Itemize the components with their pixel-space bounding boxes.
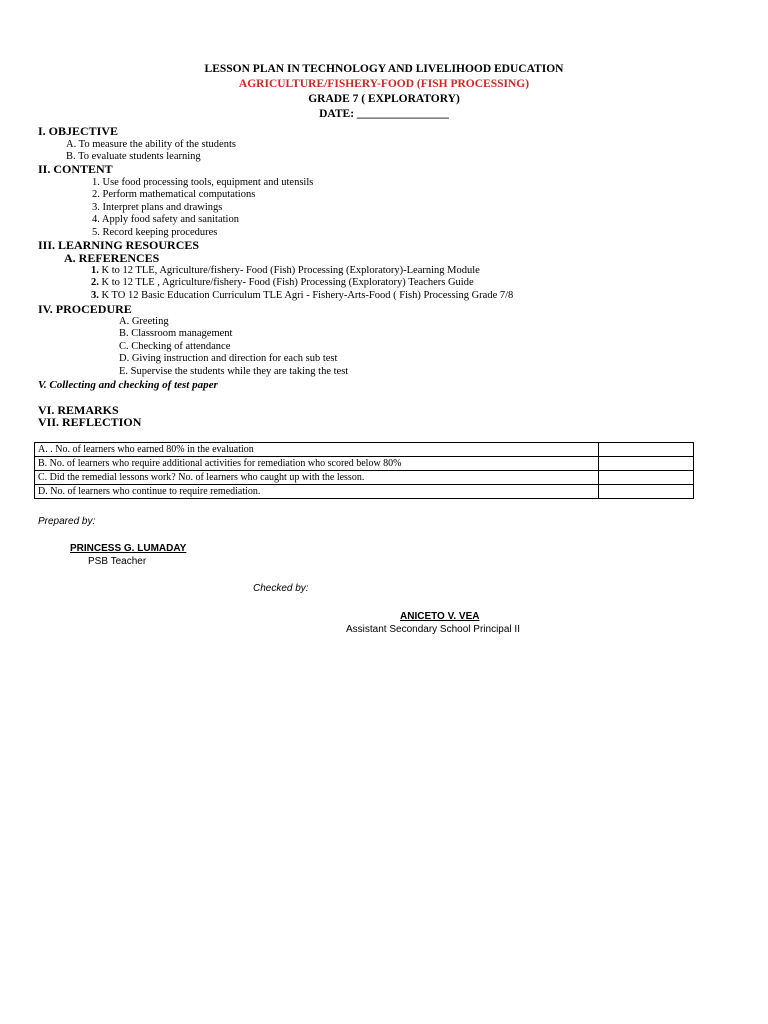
procedure-item: A. Greeting — [119, 316, 169, 327]
references-heading: A. REFERENCES — [64, 251, 160, 265]
content-item: 1. Use food processing tools, equipment and utensils — [92, 177, 314, 188]
reflection-question: C. Did the remedial lessons work? No. of learners who caught up with the lesson. — [35, 471, 599, 485]
reference-item — [91, 277, 474, 289]
reference-text: K to 12 TLE , Agriculture/fishery- Food (Fish) Processing (Exploratory) Teachers Guide — [98, 277, 474, 288]
reflection-table — [34, 442, 694, 499]
reference-text: K TO 12 Basic Education Curriculum TLE Agri - Fishery-Arts-Food ( Fish) Processing Grade 7/8 — [98, 290, 514, 301]
reflection-heading: VII. REFLECTION — [38, 415, 142, 429]
answer-cell[interactable] — [599, 443, 694, 457]
header — [0, 62, 768, 122]
checker-name: ANICETO V. VEA — [400, 611, 480, 622]
answer-cell[interactable] — [599, 471, 694, 485]
procedure-item: E. Supervise the students while they are taking the test — [119, 366, 349, 377]
preparer-name: PRINCESS G. LUMADAY — [70, 543, 187, 554]
answer-cell[interactable] — [599, 485, 694, 499]
resources-heading: III. LEARNING RESOURCES — [38, 238, 200, 252]
doc-subject: AGRICULTURE/FISHERY-FOOD (FISH PROCESSING) — [238, 78, 530, 90]
objective-heading: I. OBJECTIVE — [38, 124, 119, 138]
table-row — [35, 443, 694, 457]
reflection-question: D. No. of learners who continue to require remediation. — [35, 485, 599, 499]
content-item: 2. Perform mathematical computations — [92, 189, 256, 200]
content-item: 4. Apply food safety and sanitation — [92, 214, 239, 225]
preparer-title: PSB Teacher — [88, 556, 147, 567]
reference-number: 2. — [91, 277, 99, 288]
doc-grade: GRADE 7 ( EXPLORATORY) — [308, 93, 460, 105]
objective-item: A. To measure the ability of the students — [66, 139, 236, 150]
procedure-item: B. Classroom management — [119, 328, 233, 339]
procedure-item: D. Giving instruction and direction for each sub test — [119, 353, 338, 364]
remarks-heading: VI. REMARKS — [38, 403, 119, 417]
objective-item: B. To evaluate students learning — [66, 151, 201, 162]
checked-by-label: Checked by: — [253, 583, 309, 594]
content-heading: II. CONTENT — [38, 162, 113, 176]
table-row — [35, 457, 694, 471]
doc-date: DATE: ________________ — [319, 108, 449, 120]
procedure-heading: IV. PROCEDURE — [38, 302, 132, 316]
reference-item — [91, 265, 480, 277]
reference-number: 3. — [91, 290, 99, 301]
reference-number: 1. — [91, 265, 99, 276]
content-item: 3. Interpret plans and drawings — [92, 202, 223, 213]
answer-cell[interactable] — [599, 457, 694, 471]
reference-text: K to 12 TLE, Agriculture/fishery- Food (Fish) Processing (Exploratory)-Learning Module — [98, 265, 480, 276]
reflection-question: A. . No. of learners who earned 80% in the evaluation — [35, 443, 599, 457]
table-row — [35, 485, 694, 499]
doc-title: LESSON PLAN IN TECHNOLOGY AND LIVELIHOOD EDUCATION — [204, 63, 564, 75]
table-row — [35, 471, 694, 485]
content-item: 5. Record keeping procedures — [92, 227, 218, 238]
reflection-question: B. No. of learners who require additional activities for remediation who scored below 80% — [35, 457, 599, 471]
reference-item — [91, 290, 513, 302]
collecting-heading: V. Collecting and checking of test paper — [38, 379, 218, 391]
prepared-by-label: Prepared by: — [38, 516, 96, 527]
checker-title: Assistant Secondary School Principal II — [346, 624, 520, 635]
procedure-item: C. Checking of attendance — [119, 341, 231, 352]
